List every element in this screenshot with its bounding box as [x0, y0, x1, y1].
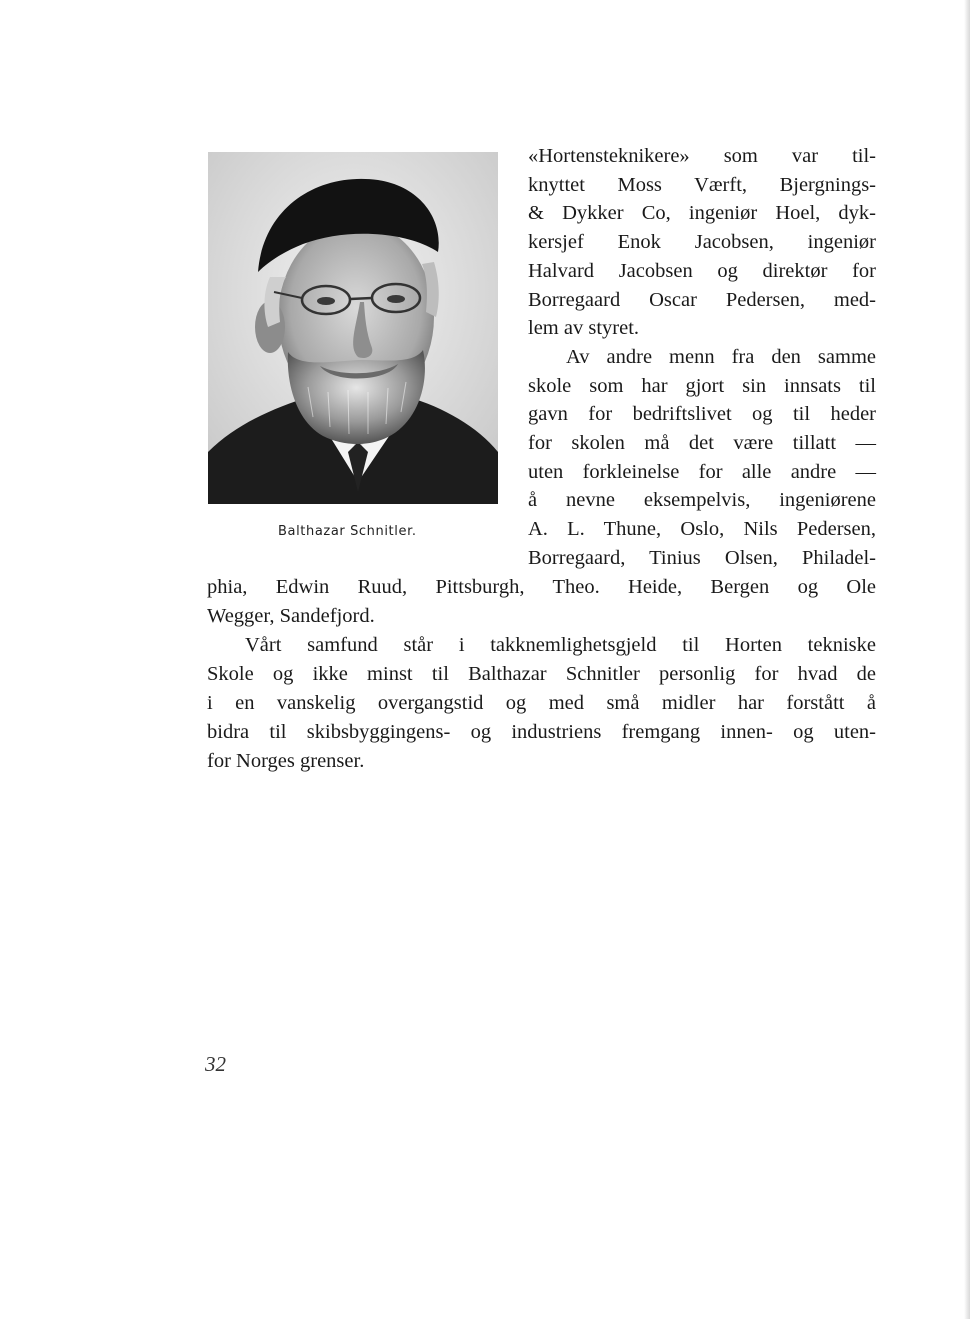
text-line: Halvard Jacobsen og direktør for — [528, 260, 876, 282]
text-line: «Hortensteknikere» som var til- — [528, 145, 876, 167]
text-line: A. L. Thune, Oslo, Nils Pedersen, — [528, 518, 876, 540]
text-line: knyttet Moss Værft, Bjergnings- — [528, 174, 876, 196]
text-line: kersjef Enok Jacobsen, ingeniør — [528, 231, 876, 253]
text-line: Skole og ikke minst til Balthazar Schnitler personlig for hvad de — [207, 663, 876, 685]
text-line: Av andre menn fra den samme — [566, 346, 876, 368]
page-edge-shadow — [964, 0, 970, 1319]
text-line: Wegger, Sandefjord. — [207, 605, 375, 627]
text-line: Borregaard, Tinius Olsen, Philadel- — [528, 547, 876, 569]
text-line: lem av styret. — [528, 317, 640, 339]
text-line: & Dykker Co, ingeniør Hoel, dyk- — [528, 202, 876, 224]
text-line: i en vanskelig overgangstid og med små midler har forstått å — [207, 692, 876, 714]
text-line: gavn for bedriftslivet og til heder — [528, 403, 876, 425]
text-line: å nevne eksempelvis, ingeniørene — [528, 489, 876, 511]
text-line: for Norges grenser. — [207, 750, 365, 772]
text-line: Vårt samfund står i takknemlighetsgjeld til Horten tekniske — [245, 634, 876, 656]
text-line: for skolen må det være tillatt — — [528, 432, 876, 454]
page-number: 32 — [205, 1052, 226, 1076]
text-line: Borregaard Oscar Pedersen, med- — [528, 289, 876, 311]
portrait-photo — [208, 152, 498, 504]
text-line: skole som har gjort sin innsats til — [528, 375, 876, 397]
text-line: bidra til skibsbyggingens- og industriens fremgang innen- og uten- — [207, 721, 876, 743]
text-line: uten forkleinelse for alle andre — — [528, 461, 876, 483]
text-line: phia, Edwin Ruud, Pittsburgh, Theo. Heide, Bergen og Ole — [207, 576, 876, 598]
figure-caption: Balthazar Schnitler. — [278, 524, 417, 539]
